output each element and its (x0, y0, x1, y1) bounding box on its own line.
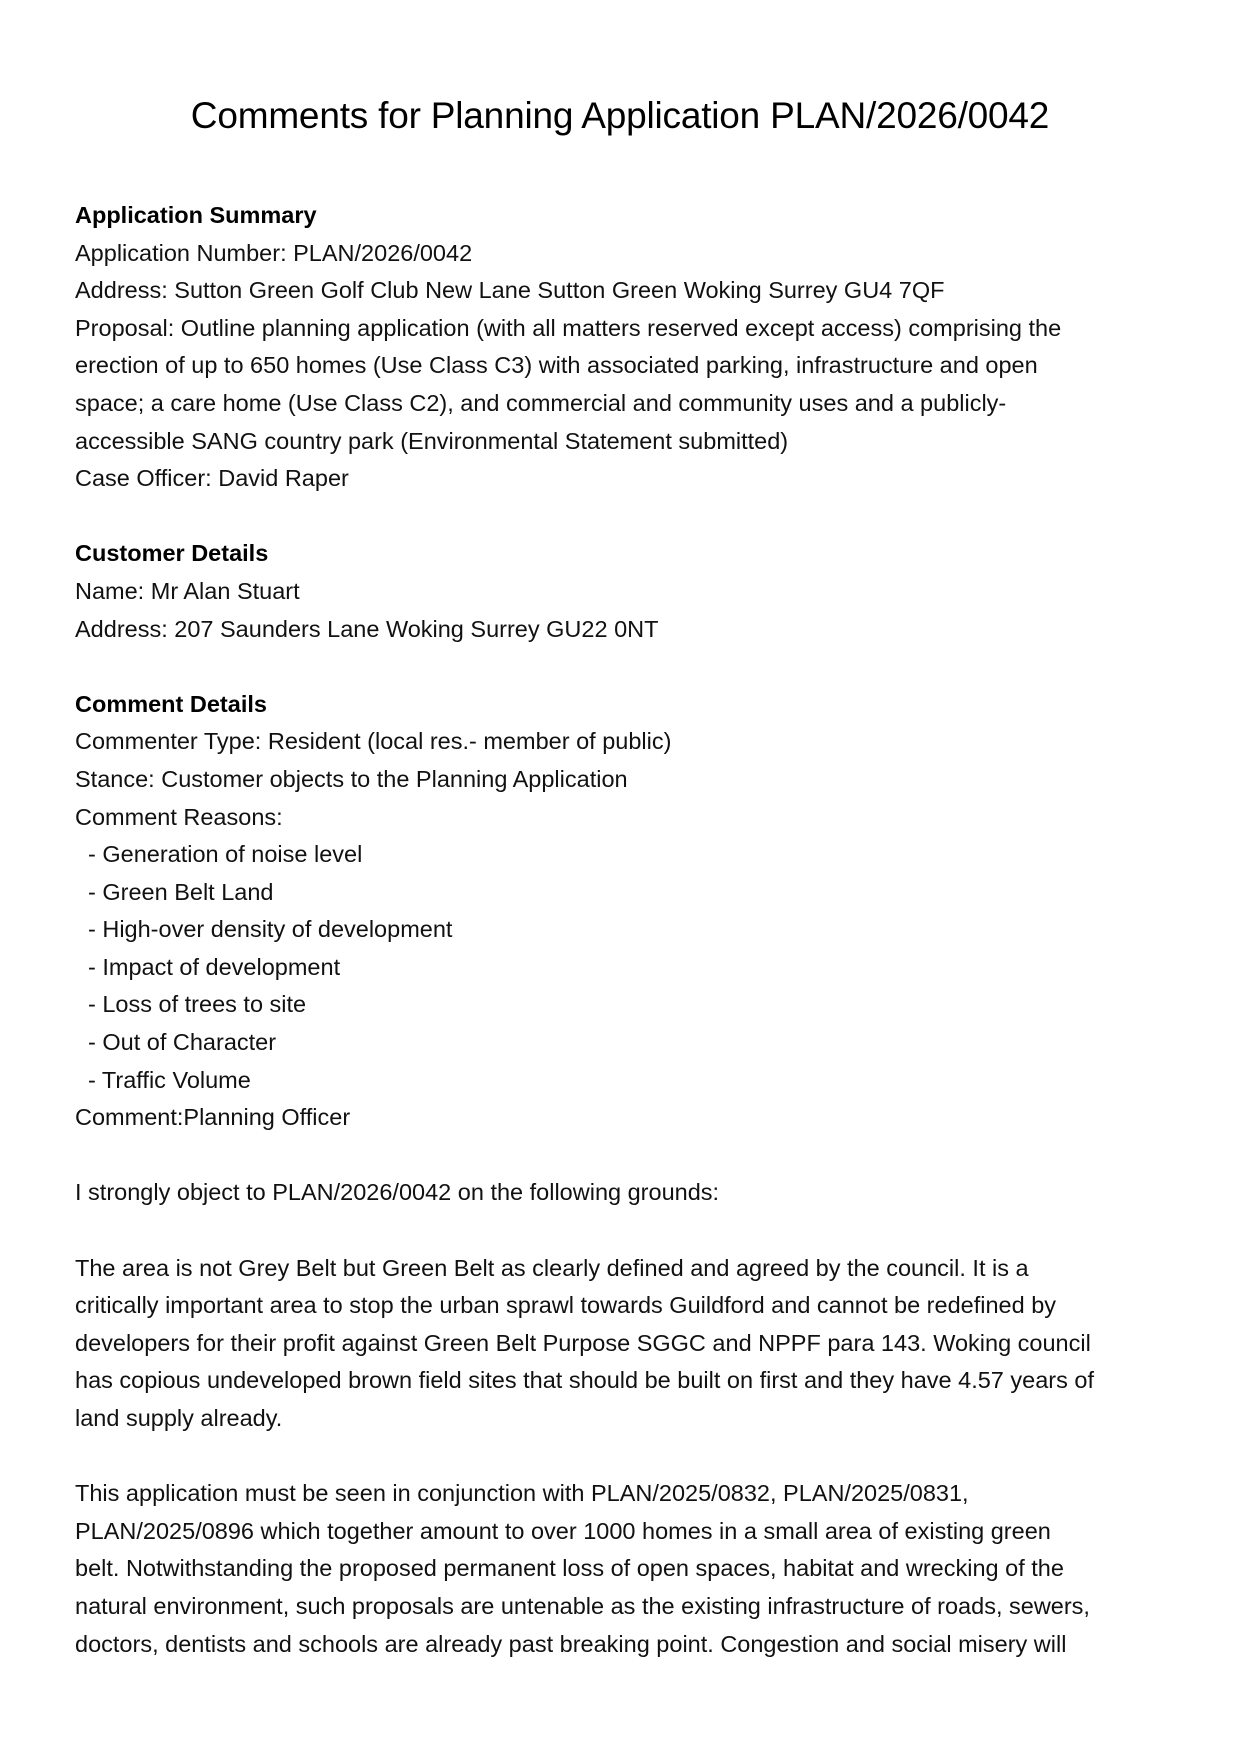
customer-address: Address: 207 Saunders Lane Woking Surrey GU22 0NT (75, 615, 659, 642)
customer-details-heading: Customer Details (75, 540, 269, 567)
paragraph-line: doctors, dentists and schools are already past breaking point. Congestion and social misery will (75, 1630, 1067, 1657)
document-body (75, 197, 1175, 1663)
page-title: Comments for Planning Application PLAN/2026/0042 (190, 95, 1050, 136)
paragraph-line: has copious undeveloped brown field sites that should be built on first and they have 4.57 years of (75, 1367, 1094, 1394)
proposal-line: Proposal: Outline planning application (with all matters reserved except access) comprising the (75, 314, 1062, 341)
comment-details-heading: Comment Details (75, 690, 267, 717)
application-address: Address: Sutton Green Golf Club New Lane Sutton Green Woking Surrey GU4 7QF (75, 277, 945, 304)
stance: Stance: Customer objects to the Planning Application (75, 765, 628, 792)
application-summary-heading: Application Summary (75, 202, 317, 228)
paragraph-line: developers for their profit against Green Belt Purpose SGGC and NPPF para 143. Woking council (75, 1329, 1091, 1356)
spacer (75, 498, 1175, 536)
customer-details-section (75, 535, 1175, 648)
comment-reason-item: - Out of Character (88, 1029, 277, 1056)
paragraph-line: land supply already. (75, 1405, 283, 1431)
case-officer: Case Officer: David Raper (75, 465, 349, 492)
comment-intro: I strongly object to PLAN/2026/0042 on the following grounds: (75, 1179, 720, 1206)
customer-name: Name: Mr Alan Stuart (75, 577, 300, 604)
comment-paragraph-1 (75, 1250, 1175, 1438)
comment-paragraph-2 (75, 1475, 1175, 1663)
spacer (75, 1212, 1175, 1250)
paragraph-line: This application must be seen in conjunction with PLAN/2025/0832, PLAN/2025/0831, (75, 1480, 969, 1507)
spacer (75, 1438, 1175, 1476)
comment-reason-item: - Impact of development (88, 953, 341, 980)
comment-reasons-label: Comment Reasons: (75, 803, 283, 830)
comment-details-section (75, 686, 1175, 1663)
paragraph-line: The area is not Grey Belt but Green Belt as clearly defined and agreed by the council. It is a (75, 1254, 1029, 1281)
spacer (75, 648, 1175, 686)
comment-reason-item: - Generation of noise level (88, 841, 363, 868)
paragraph-line: PLAN/2025/0896 which together amount to over 1000 homes in a small area of existing green (75, 1517, 1051, 1544)
spacer (75, 1137, 1175, 1175)
paragraph-line: belt. Notwithstanding the proposed permanent loss of open spaces, habitat and wrecking of the (75, 1555, 1064, 1582)
proposal-line: accessible SANG country park (Environmental Statement submitted) (75, 427, 789, 454)
commenter-type: Commenter Type: Resident (local res.- member of public) (75, 728, 672, 755)
application-summary-section (75, 197, 1175, 498)
paragraph-line: critically important area to stop the urban sprawl towards Guildford and cannot be redefined by (75, 1292, 1057, 1319)
comment-reason-item: - Traffic Volume (88, 1066, 251, 1093)
application-number: Application Number: PLAN/2026/0042 (75, 239, 473, 266)
proposal-line: space; a care home (Use Class C2), and commercial and community uses and a publicly- (75, 389, 1007, 416)
comment-label: Comment:Planning Officer (75, 1104, 351, 1131)
comment-reason-item: - High-over density of development (88, 916, 453, 943)
comment-reason-item: - Green Belt Land (88, 878, 274, 905)
paragraph-line: natural environment, such proposals are untenable as the existing infrastructure of roads, sewers, (75, 1592, 1090, 1619)
proposal-line: erection of up to 650 homes (Use Class C3) with associated parking, infrastructure and open (75, 352, 1038, 379)
comment-reason-item: - Loss of trees to site (88, 991, 307, 1018)
